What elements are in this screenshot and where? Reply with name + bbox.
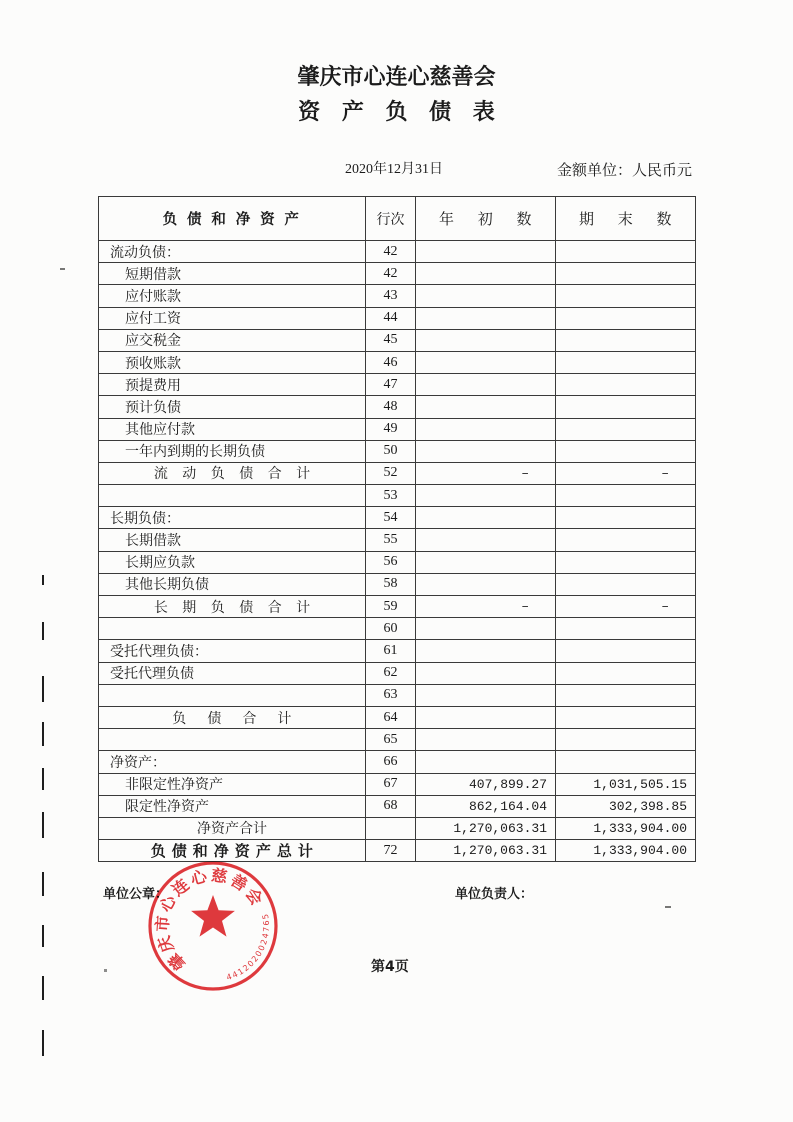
row-end-value: [556, 507, 696, 529]
header-end: 期 末 数: [556, 197, 696, 241]
row-line-number: 42: [366, 241, 416, 263]
scan-mark: [42, 812, 44, 838]
scan-mark: [665, 906, 671, 908]
row-line-number: 61: [366, 640, 416, 662]
row-begin-value: [416, 419, 556, 441]
row-line-number: 45: [366, 330, 416, 352]
row-label: 受托代理负债: [99, 663, 366, 685]
row-label: 净资产合计: [99, 818, 366, 840]
row-end-value: [556, 330, 696, 352]
row-label: [99, 729, 366, 751]
scan-mark: [42, 575, 44, 585]
row-begin-value: 1,270,063.31: [416, 840, 556, 862]
row-begin-value: [416, 663, 556, 685]
row-begin-value: [416, 241, 556, 263]
row-end-value: [556, 241, 696, 263]
row-end-value: [556, 308, 696, 330]
row-end-value: [556, 685, 696, 707]
header-line-number: 行次: [366, 197, 416, 241]
row-line-number: [366, 818, 416, 840]
page-number: 第4页: [371, 959, 409, 975]
row-end-value: [556, 441, 696, 463]
row-begin-value: [416, 441, 556, 463]
row-label: 长 期 负 债 合 计: [99, 596, 366, 618]
row-end-value: [556, 352, 696, 374]
row-begin-value: 1,270,063.31: [416, 818, 556, 840]
row-label: 净资产：: [99, 751, 366, 773]
header-begin: 年 初 数: [416, 197, 556, 241]
row-line-number: 48: [366, 396, 416, 418]
row-label: 应交税金: [99, 330, 366, 352]
row-line-number: 62: [366, 663, 416, 685]
row-begin-value: [416, 751, 556, 773]
row-label: 其他应付款: [99, 419, 366, 441]
seal-label: 单位公章：: [103, 887, 169, 902]
row-label: 流动负债：: [99, 241, 366, 263]
row-label: 长期应负款: [99, 552, 366, 574]
row-line-number: 43: [366, 285, 416, 307]
row-begin-value: [416, 263, 556, 285]
scan-mark: [42, 722, 44, 746]
row-label: 其他长期负债: [99, 574, 366, 596]
row-line-number: 65: [366, 729, 416, 751]
row-line-number: 42: [366, 263, 416, 285]
row-begin-value: 407,899.27: [416, 774, 556, 796]
row-end-value: [556, 485, 696, 507]
row-line-number: 56: [366, 552, 416, 574]
row-begin-value: [416, 640, 556, 662]
row-begin-value: –: [416, 596, 556, 618]
report-date: 2020年12月31日: [345, 162, 443, 177]
row-begin-value: [416, 285, 556, 307]
row-label: 预提费用: [99, 374, 366, 396]
row-end-value: [556, 729, 696, 751]
row-label: 一年内到期的长期负债: [99, 441, 366, 463]
header-item: 负 债 和 净 资 产: [99, 197, 366, 241]
row-line-number: 67: [366, 774, 416, 796]
row-line-number: 63: [366, 685, 416, 707]
row-end-value: 302,398.85: [556, 796, 696, 818]
row-label: 长期负债：: [99, 507, 366, 529]
org-name: 肇庆市心连心慈善会: [297, 65, 496, 90]
row-line-number: 55: [366, 529, 416, 551]
scan-mark: [42, 872, 44, 896]
scan-mark: [42, 676, 44, 702]
row-begin-value: [416, 707, 556, 729]
row-line-number: 68: [366, 796, 416, 818]
row-begin-value: [416, 507, 556, 529]
row-label: 应付账款: [99, 285, 366, 307]
scan-mark: [42, 768, 44, 790]
scan-mark: [42, 976, 44, 1000]
row-label: 预收账款: [99, 352, 366, 374]
row-end-value: [556, 263, 696, 285]
row-label: 长期借款: [99, 529, 366, 551]
row-line-number: 66: [366, 751, 416, 773]
row-begin-value: 862,164.04: [416, 796, 556, 818]
row-begin-value: [416, 396, 556, 418]
row-end-value: 1,333,904.00: [556, 818, 696, 840]
row-line-number: 64: [366, 707, 416, 729]
row-line-number: 44: [366, 308, 416, 330]
row-end-value: [556, 552, 696, 574]
row-end-value: [556, 618, 696, 640]
row-begin-value: [416, 374, 556, 396]
row-line-number: 58: [366, 574, 416, 596]
seal-number: 4412020024765: [225, 911, 272, 983]
row-end-value: [556, 529, 696, 551]
row-begin-value: [416, 729, 556, 751]
row-end-value: [556, 707, 696, 729]
row-end-value: [556, 663, 696, 685]
row-begin-value: [416, 552, 556, 574]
row-label: 流 动 负 债 合 计: [99, 463, 366, 485]
scan-mark: [42, 925, 44, 947]
scan-mark: [60, 268, 65, 270]
row-end-value: [556, 285, 696, 307]
row-end-value: –: [556, 463, 696, 485]
row-begin-value: [416, 330, 556, 352]
row-end-value: [556, 640, 696, 662]
row-label: 限定性净资产: [99, 796, 366, 818]
row-end-value: 1,333,904.00: [556, 840, 696, 862]
row-line-number: 60: [366, 618, 416, 640]
row-end-value: [556, 751, 696, 773]
row-begin-value: –: [416, 463, 556, 485]
scan-mark: [42, 622, 44, 640]
row-begin-value: [416, 574, 556, 596]
row-label: 应付工资: [99, 308, 366, 330]
row-label: 短期借款: [99, 263, 366, 285]
row-label: 预计负债: [99, 396, 366, 418]
row-line-number: 46: [366, 352, 416, 374]
row-line-number: 53: [366, 485, 416, 507]
currency-unit: 金额单位：人民币元: [557, 161, 693, 179]
row-begin-value: [416, 685, 556, 707]
row-label: 非限定性净资产: [99, 774, 366, 796]
row-line-number: 47: [366, 374, 416, 396]
row-label: 负 债 和 净 资 产 总 计: [99, 840, 366, 862]
row-label: [99, 485, 366, 507]
row-begin-value: [416, 618, 556, 640]
row-label: 受托代理负债：: [99, 640, 366, 662]
row-end-value: [556, 374, 696, 396]
balance-sheet-table: [98, 196, 696, 862]
row-begin-value: [416, 485, 556, 507]
official-seal: [147, 860, 279, 992]
row-end-value: [556, 574, 696, 596]
row-end-value: 1,031,505.15: [556, 774, 696, 796]
scan-mark: [104, 969, 107, 972]
seal-name: 肇庆市心连心慈善会: [152, 865, 268, 974]
row-end-value: –: [556, 596, 696, 618]
row-begin-value: [416, 308, 556, 330]
row-begin-value: [416, 529, 556, 551]
star-icon: [191, 895, 235, 937]
row-line-number: 72: [366, 840, 416, 862]
document-title: 资 产 负 债 表: [298, 100, 502, 125]
row-label: 负 债 合 计: [99, 707, 366, 729]
row-line-number: 59: [366, 596, 416, 618]
row-line-number: 49: [366, 419, 416, 441]
row-line-number: 54: [366, 507, 416, 529]
row-line-number: 50: [366, 441, 416, 463]
scan-mark: [42, 1030, 44, 1056]
row-end-value: [556, 419, 696, 441]
row-label: [99, 618, 366, 640]
row-begin-value: [416, 352, 556, 374]
row-end-value: [556, 396, 696, 418]
row-line-number: 52: [366, 463, 416, 485]
row-label: [99, 685, 366, 707]
manager-label: 单位负责人：: [455, 887, 534, 902]
